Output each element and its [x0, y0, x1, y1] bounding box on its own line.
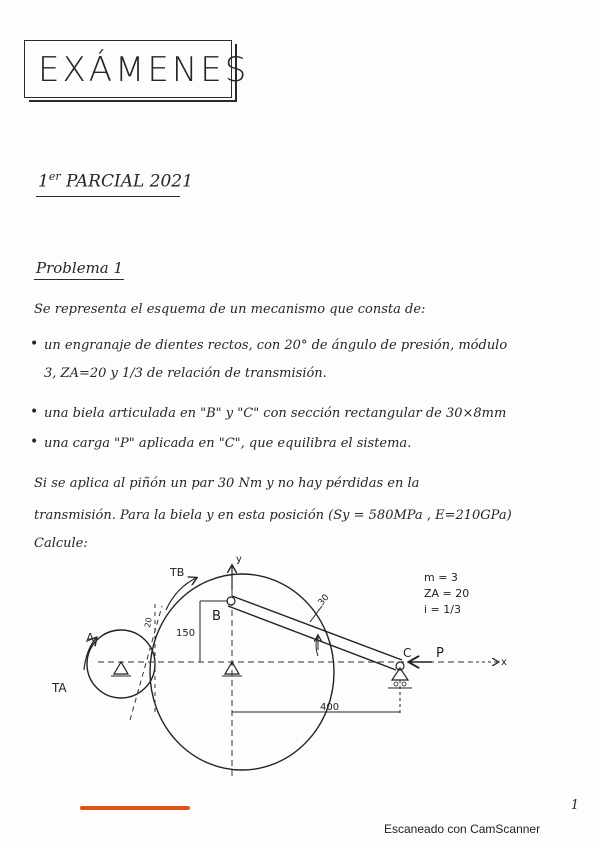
- pinion-a-circle: [87, 630, 155, 698]
- paragraph-line1: Si se aplica al piñón un par 30 Nm y no hay pérdidas en la: [34, 476, 420, 491]
- statement-intro: Se representa el esquema de un mecanismo que consta de:: [34, 302, 426, 317]
- problem-title: Problema 1: [36, 259, 124, 277]
- paragraph-line3: Calcule:: [34, 536, 88, 551]
- label-ta: TA: [52, 681, 67, 695]
- pin-b: [227, 597, 235, 605]
- scanner-watermark: Escaneado con CamScanner: [384, 822, 541, 836]
- label-x: x: [501, 657, 507, 668]
- label-y: y: [236, 554, 242, 565]
- exam-name: PARCIAL 2021: [66, 171, 193, 192]
- rod-edge-bottom: [228, 606, 396, 670]
- param-i: i = 1/3: [424, 603, 461, 616]
- scan-accent-bar: [80, 806, 190, 810]
- label-30deg: 30: [316, 592, 332, 608]
- param-za: ZA = 20: [424, 587, 470, 600]
- page-title: EXÁMENES: [38, 50, 250, 90]
- support-c: [388, 668, 412, 688]
- bullet1-line2: 3, ZA=20 y 1/3 de relación de transmisión.: [44, 366, 327, 381]
- label-b: B: [212, 609, 221, 624]
- bullet-mark: •: [30, 336, 39, 352]
- label-a: A: [86, 631, 95, 645]
- label-20deg: 20: [143, 616, 154, 629]
- bullet1-line1: un engranaje de dientes rectos, con 20° de ángulo de presión, módulo: [44, 338, 508, 353]
- exam-ordinal-suffix: er: [48, 170, 61, 183]
- label-p: P: [436, 646, 444, 661]
- bullet-mark: •: [30, 434, 39, 450]
- support-a: [111, 662, 131, 676]
- dim-150-label: 150: [176, 628, 196, 639]
- dim-400-label: 400: [320, 702, 340, 713]
- paragraph-line2: transmisión. Para la biela y en esta posición (Sy = 580MPa , E=210GPa): [34, 508, 512, 523]
- bullet3-text: una carga "P" aplicada en "C", que equilibra el sistema.: [44, 436, 412, 451]
- bullet2-text: una biela articulada en "B" y "C" con sección rectangular de 30×8mm: [44, 406, 507, 421]
- param-m: m = 3: [424, 571, 458, 584]
- gear-b-circle: [150, 574, 334, 770]
- rod-edge-top: [232, 596, 402, 660]
- exam-ordinal: 1: [38, 171, 49, 192]
- page-number: 1: [570, 798, 579, 813]
- bullet-mark: •: [30, 404, 39, 420]
- tb-arrow: [166, 578, 196, 610]
- label-c: C: [403, 646, 412, 660]
- label-tb: TB: [170, 566, 185, 579]
